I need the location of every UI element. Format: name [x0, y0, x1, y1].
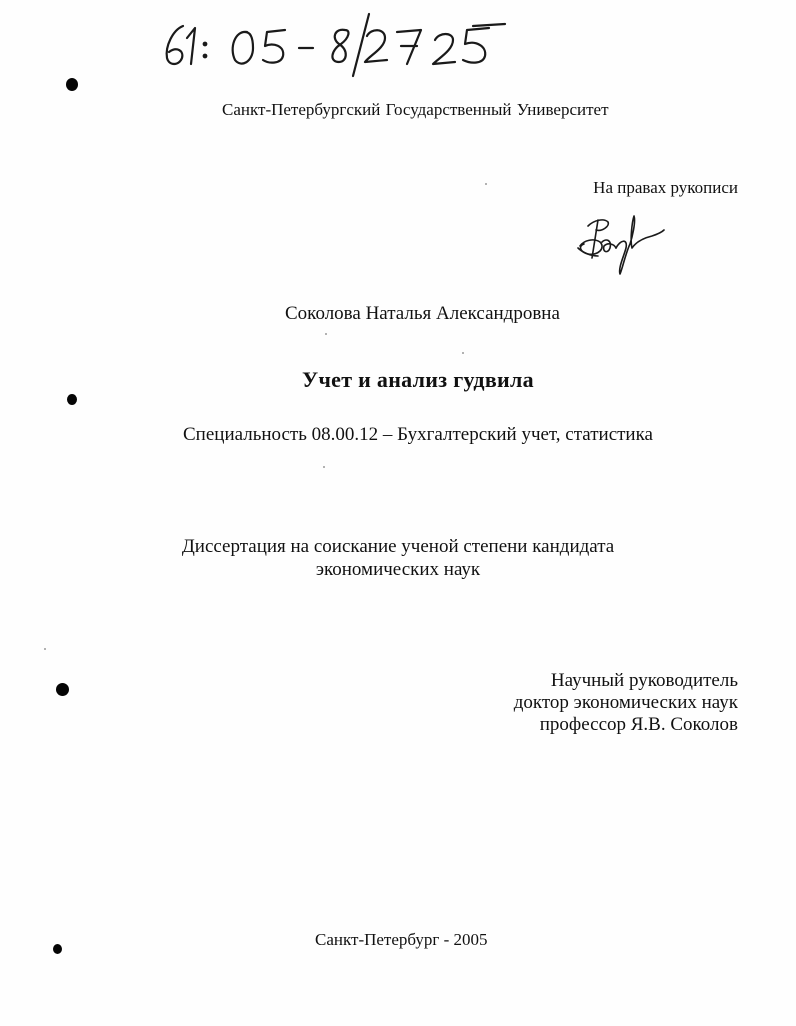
specialty-line: Специальность 08.00.12 – Бухгалтерский учет, статистика [183, 424, 653, 445]
dissertation-degree-block [0, 535, 796, 581]
dissertation-degree-line-1: Диссертация на соискание ученой степени кандидата [181, 536, 615, 557]
supervisor-block [514, 670, 738, 736]
supervisor-name: профессор Я.В. Соколов [539, 714, 738, 735]
punch-hole-mark [53, 944, 62, 954]
scan-speck [44, 648, 46, 650]
punch-hole-mark [56, 683, 69, 696]
supervisor-degree: доктор экономических наук [513, 692, 738, 713]
signature-icon [574, 212, 666, 278]
scan-speck [325, 333, 327, 335]
scan-speck [485, 183, 487, 185]
city-and-year: Санкт-Петербург - 2005 [315, 930, 488, 949]
scan-speck [462, 352, 464, 354]
supervisor-role: Научный руководитель [550, 670, 738, 691]
rights-note: На правах рукописи [593, 178, 738, 197]
university-name: Санкт-Петербургский Государственный Университет [222, 100, 609, 119]
scan-speck [323, 466, 325, 468]
handwritten-archive-number [155, 8, 525, 78]
punch-hole-mark [67, 394, 77, 405]
author-name: Соколова Наталья Александровна [285, 303, 560, 324]
dissertation-degree-line-2: экономических наук [315, 559, 481, 580]
dissertation-title: Учет и анализ гудвила [302, 367, 534, 392]
punch-hole-mark [66, 78, 78, 91]
